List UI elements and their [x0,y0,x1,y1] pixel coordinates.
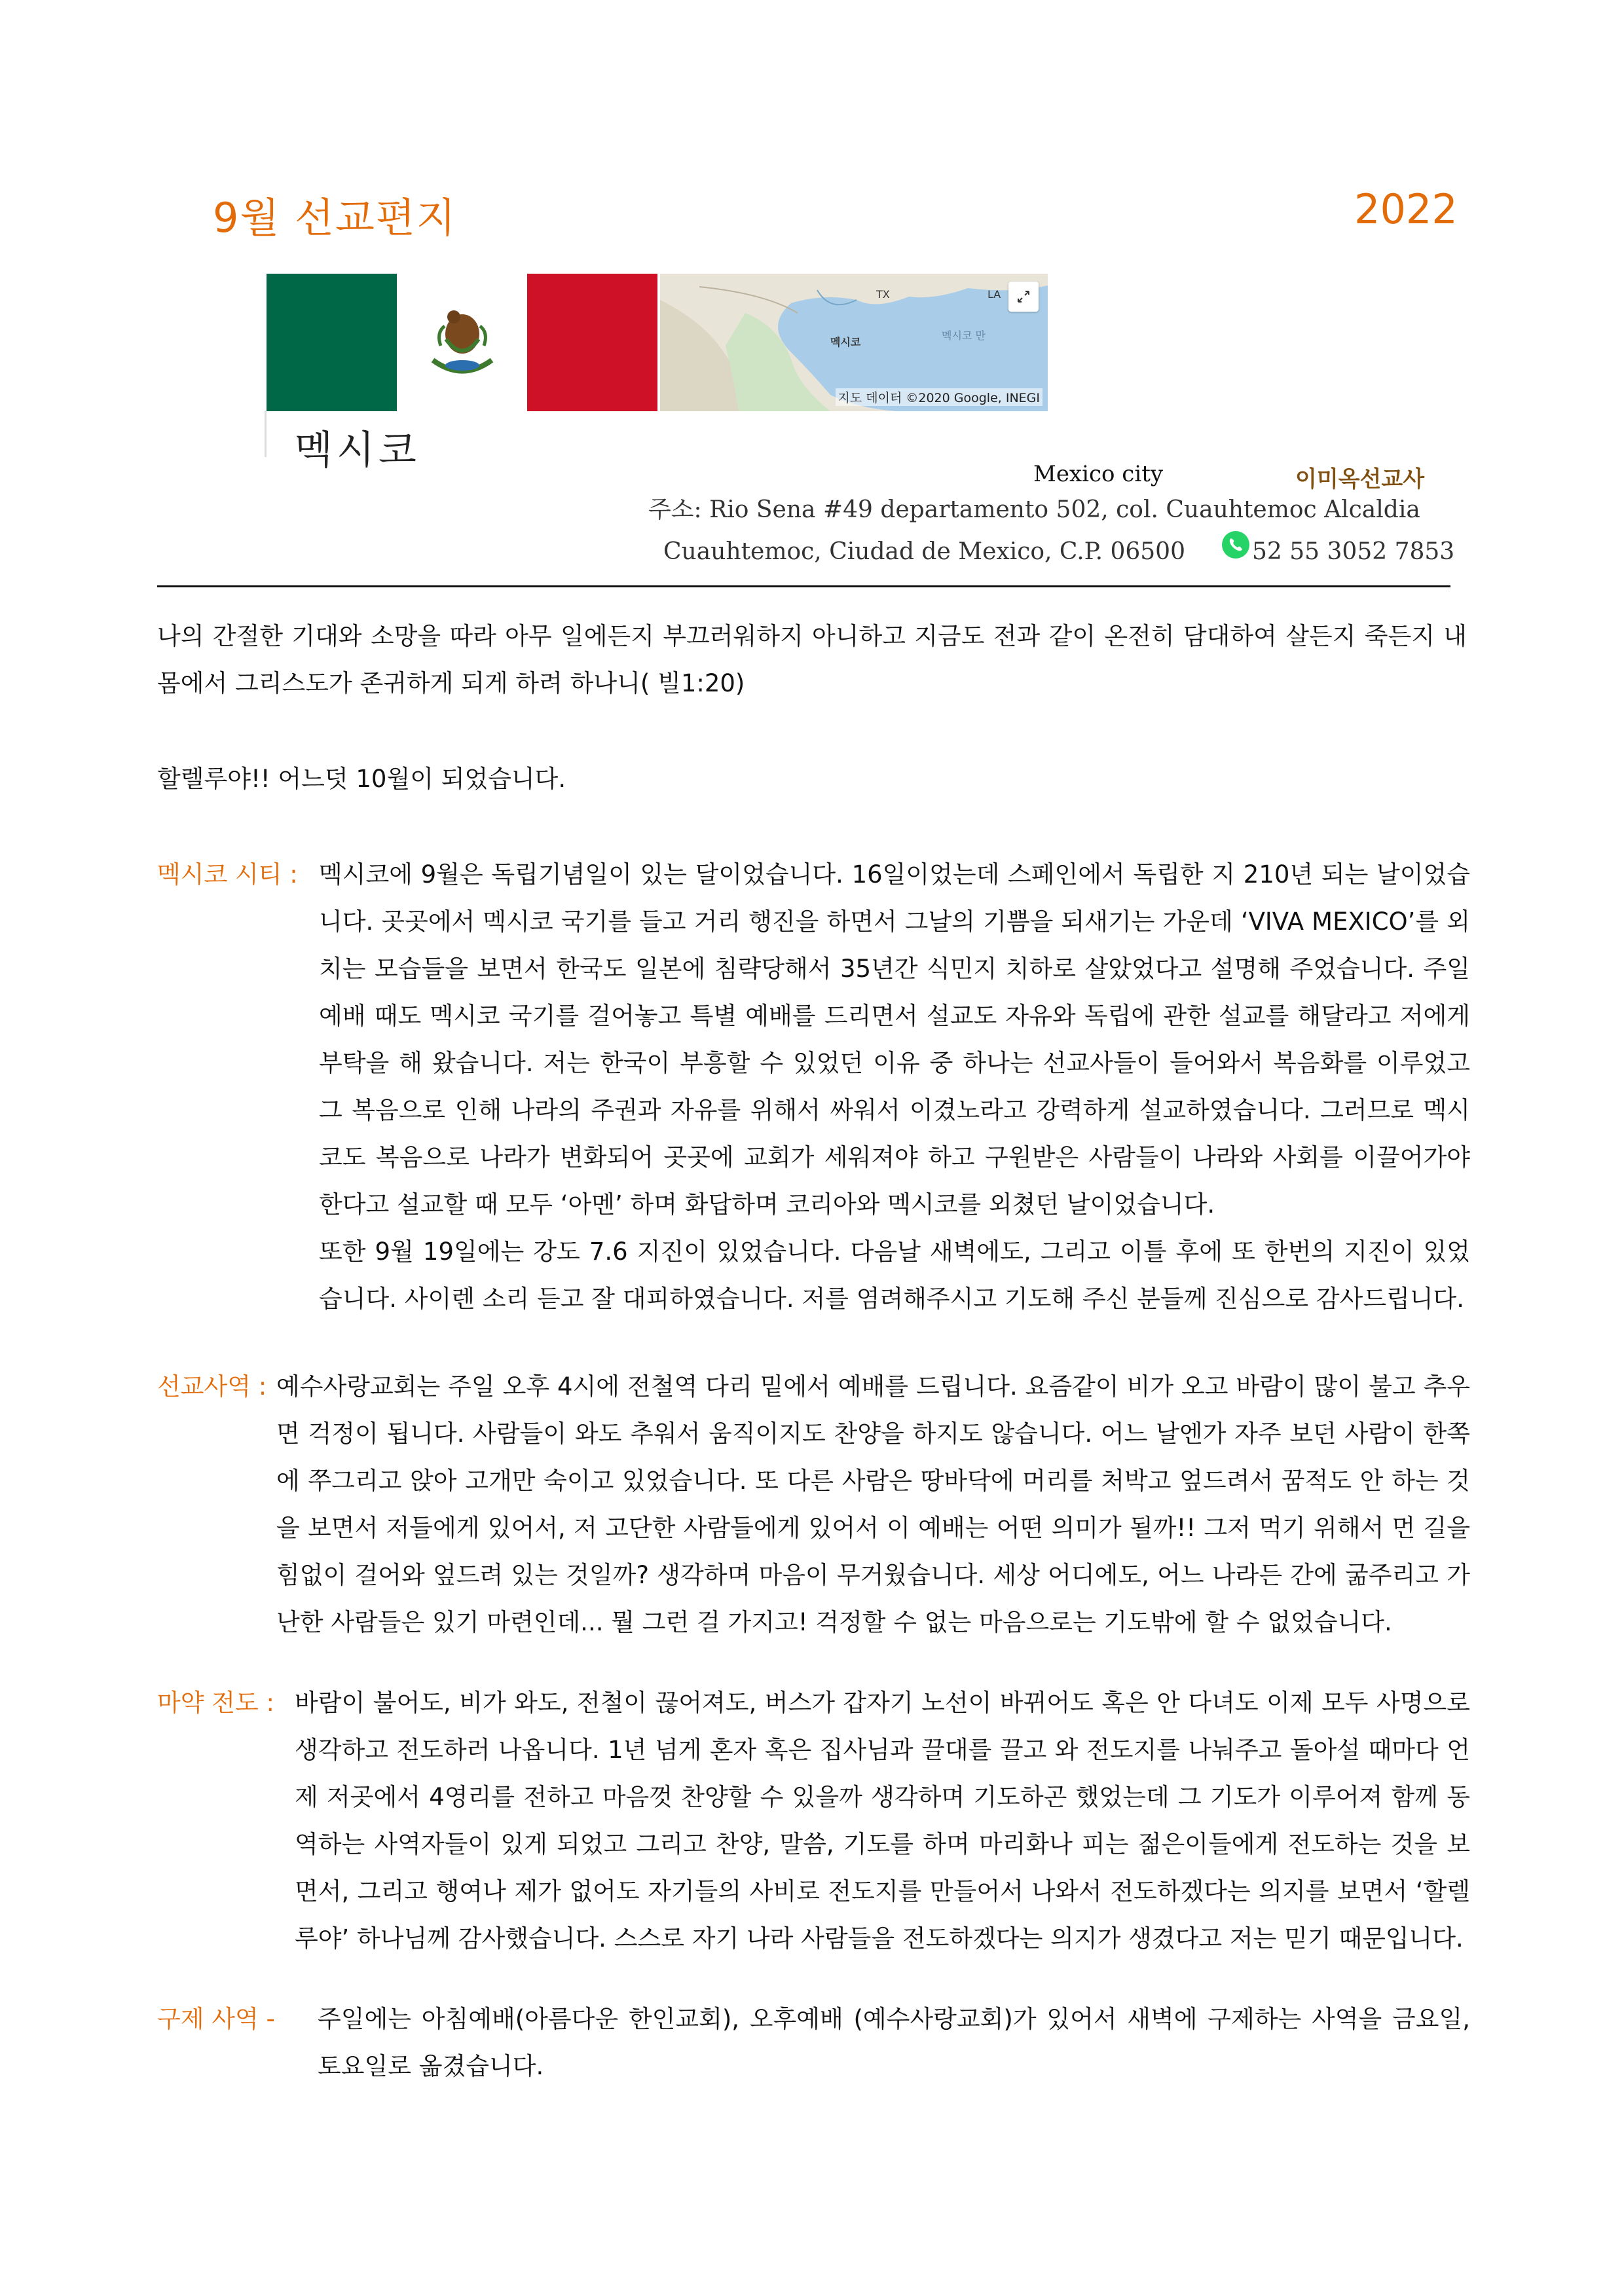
coat-of-arms-icon [413,300,511,385]
section-body [295,1680,1470,1962]
section-label: 마약 전도 : [157,1689,274,1717]
header-divider [265,411,267,457]
section-label: 멕시코 시티 : [157,860,298,889]
section-body [276,1363,1470,1646]
flag-white-stripe [397,274,527,411]
map-thumbnail[interactable] [660,274,1048,411]
missionary-name: 이미옥선교사 [1295,466,1425,492]
section-body [319,851,1470,1323]
map-label-gulf: 멕시코 만 [942,329,986,342]
section-paragraph: 주일에는 아침예배(아름다운 한인교회), 오후예배 (예수사랑교회)가 있어서 새벽에 구제하는 사역을 금요일, 토요일로 옮겼습니다. [318,2005,1470,2080]
phone-number: 52 55 3052 7853 [1252,538,1455,565]
letter-title: 9월 선교편지 [213,194,457,242]
section-body [318,1996,1470,2090]
letter-year: 2022 [1354,185,1458,233]
greeting: 할렐루야!! 어느덧 10월이 되었습니다. [157,765,566,793]
city-name: Mexico city [1033,461,1164,487]
map-footer-space [660,411,1048,457]
country-name: 멕시코 [295,428,420,473]
address-line-2: Cuauhtemoc, Ciudad de Mexico, C.P. 06500 [663,538,1185,565]
flag-green-stripe [267,274,397,411]
flag-red-stripe [527,274,657,411]
section-paragraph: 바람이 불어도, 비가 와도, 전철이 끊어져도, 버스가 갑자기 노선이 바뀌어도 혹은 안 다녀도 이제 모두 사명으로 생각하고 전도하러 나옵니다. 1년 넘게 혼자 혹은 집사님과 끌대를 끌고 와 전도지를 나눠주고 돌아설 때마다 언제 저곳에서 4영리를 전하고 마음껏 찬양할 수 있을까 생각하며 기도하곤 했었는데 그 기도가 이루어져 함께 동역하는 사역자들이 있게 되었고 그리고 찬양, 말씀, 기도를 하며 마리화나 피는 젊은이들에게 전도하는 것을 보면서, 그리고 행여나 제가 없어도 자기들의 사비로 전도지를 만들어서 나와서 전도하겠다는 의지를 보면서 ‘할렐루야’ 하나님께 감사했습니다. 스스로 자기 나라 사람들을 전도하겠다는 의지가 생겼다고 저는 믿기 때문입니다. [295,1689,1470,1953]
header-rule [157,585,1450,587]
map-credit: 지도 데이터 ©2020 Google, INEGI [836,388,1043,406]
map-label-mexico: 멕시코 [830,336,861,348]
map-label-tx: TX [876,288,890,301]
address-line-1: 주소: Rio Sena #49 departamento 502, col. Cuauhtemoc Alcaldia [648,496,1420,523]
phone-icon [1221,530,1250,559]
expand-icon [1016,289,1031,304]
bible-verse: 나의 간절한 기대와 소망을 따라 아무 일에든지 부끄러워하지 아니하고 지금도 전과 같이 온전히 담대하여 살든지 죽든지 내 몸에서 그리스도가 존귀하게 되게 하려 하나니( 빌1:20) [157,622,1467,697]
section-paragraph: 멕시코에 9월은 독립기념일이 있는 달이었습니다. 16일이었는데 스페인에서 독립한 지 210년 되는 날이었습니다. 곳곳에서 멕시코 국기를 들고 거리 행진을 하면서 그날의 기쁨을 되새기는 가운데 ‘VIVA MEXICO’를 외치는 모습들을 보면서 한국도 일본에 침략당해서 35년간 식민지 치하로 살았었다고 설명해 주었습니다. 주일 예배 때도 멕시코 국기를 걸어놓고 특별 예배를 드리면서 설교도 자유와 독립에 관한 설교를 해달라고 저에게 부탁을 해 왔습니다. 저는 한국이 부흥할 수 있었던 이유 중 하나는 선교사들이 들어와서 복음화를 이루었고 그 복음으로 인해 나라의 주권과 자유를 위해서 싸워서 이겼노라고 강력하게 설교하였습니다. 그러므로 멕시코도 복음으로 나라가 변화되어 곳곳에 교회가 세워져야 하고 구원받은 사람들이 나라와 사회를 이끌어가야 한다고 설교할 때 모두 ‘아멘’ 하며 화답하며 코리아와 멕시코를 외쳤던 날이었습니다. [319,860,1470,1219]
mexico-flag-image [267,274,657,411]
section-label: 선교사역 : [157,1372,267,1401]
section-paragraph: 예수사랑교회는 주일 오후 4시에 전철역 다리 밑에서 예배를 드립니다. 요즘같이 비가 오고 바람이 많이 불고 추우면 걱정이 됩니다. 사람들이 와도 추워서 움직이지도 찬양을 하지도 않습니다. 어느 날엔가 자주 보던 사람이 한쪽에 쭈그리고 앉아 고개만 숙이고 있었습니다. 또 다른 사람은 땅바닥에 머리를 처박고 엎드려서 꿈적도 안 하는 것을 보면서 저들에게 있어서, 저 고단한 사람들에게 있어서 이 예배는 어떤 의미가 될까!! 그저 먹기 위해서 먼 길을 힘없이 걸어와 엎드려 있는 것일까? 생각하며 마음이 무거웠습니다. 세상 어디에도, 어느 나라든 간에 굶주리고 가난한 사람들은 있기 마련인데... 뭘 그런 걸 가지고! 걱정할 수 없는 마음으로는 기도밖에 할 수 없었습니다. [276,1372,1470,1636]
section-label: 구제 사역 - [157,2005,275,2033]
section-paragraph: 또한 9월 19일에는 강도 7.6 지진이 있었습니다. 다음날 새벽에도, 그리고 이틀 후에 또 한번의 지진이 있었습니다. 사이렌 소리 듣고 잘 대피하였습니다. 저를 염려해주시고 기도해 주신 분들께 진심으로 감사드립니다. [319,1238,1470,1313]
map-expand-button[interactable] [1008,282,1039,312]
map-label-la: LA [987,288,1001,301]
